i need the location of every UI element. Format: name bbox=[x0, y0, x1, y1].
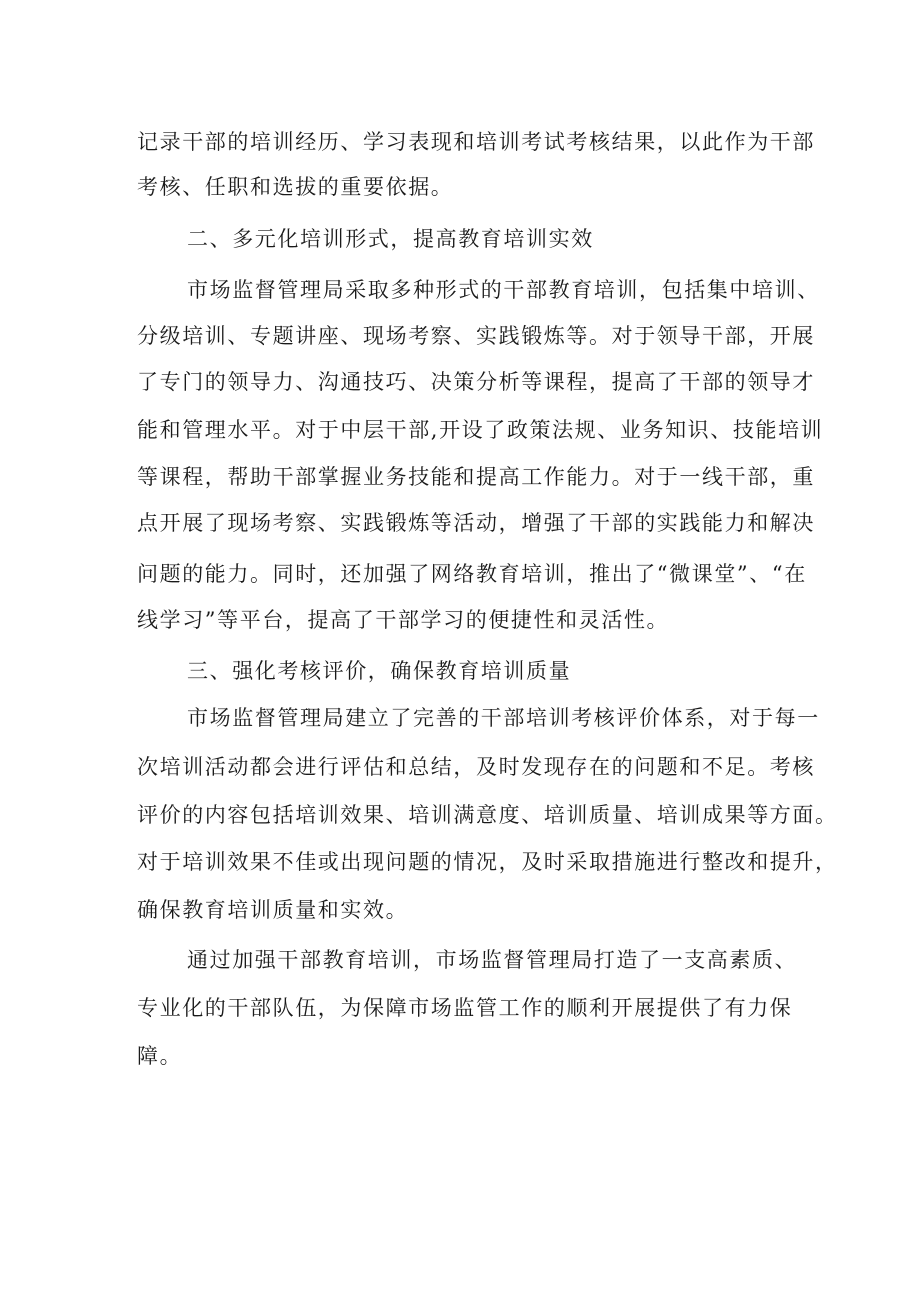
body-text-line: 市场监督管理局采取多种形式的干部教育培训，包括集中培训、 bbox=[187, 278, 820, 302]
body-text-line: 次培训活动都会进行评估和总结，及时发现存在的问题和不足。考核 bbox=[137, 755, 815, 779]
body-text-line: 专业化的干部队伍，为保障市场监管工作的顺利开展提供了有力保 bbox=[137, 996, 793, 1020]
body-text-line: 记录干部的培训经历、学习表现和培训考试考核结果，以此作为干部 bbox=[137, 130, 815, 154]
body-text-line: 对于培训效果不佳或出现问题的情况，及时采取措施进行整改和提升， bbox=[137, 850, 838, 874]
body-text-line: 线学习”等平台，提高了干部学习的便捷性和灵活性。 bbox=[137, 608, 670, 632]
body-text-line: 评价的内容包括培训效果、培训满意度、培训质量、培训成果等方面。 bbox=[137, 803, 838, 827]
body-text-line: 分级培训、专题讲座、现场考察、实践锻炼等。对于领导干部，开展 bbox=[137, 324, 815, 348]
body-text-line: 等课程，帮助干部掌握业务技能和提高工作能力。对于一线干部，重 bbox=[137, 465, 815, 489]
body-text-line: 了专门的领导力、沟通技巧、决策分析等课程，提高了干部的领导才 bbox=[137, 370, 815, 394]
body-text-line: 能和管理水平。对于中层干部,开设了政策法规、业务知识、技能培训 bbox=[137, 418, 824, 442]
body-text-line: 确保教育培训质量和实效。 bbox=[137, 898, 409, 922]
body-text-line: 通过加强干部教育培训，市场监督管理局打造了一支高素质、 bbox=[187, 948, 798, 972]
section-heading-3: 三、强化考核评价，确保教育培训质量 bbox=[187, 659, 572, 683]
body-text-line: 考核、任职和选拔的重要依据。 bbox=[137, 175, 454, 199]
section-heading-2: 二、多元化培训形式，提高教育培训实效 bbox=[187, 227, 594, 251]
body-text-line: 障。 bbox=[137, 1044, 183, 1068]
body-text-line: 点开展了现场考察、实践锻炼等活动，增强了干部的实践能力和解决 bbox=[137, 511, 815, 535]
body-text-line: 市场监督管理局建立了完善的干部培训考核评价体系，对于每一 bbox=[187, 706, 820, 730]
body-text-line: 问题的能力。同时，还加强了网络教育培训，推出了“微课堂”、“在 bbox=[137, 562, 807, 586]
